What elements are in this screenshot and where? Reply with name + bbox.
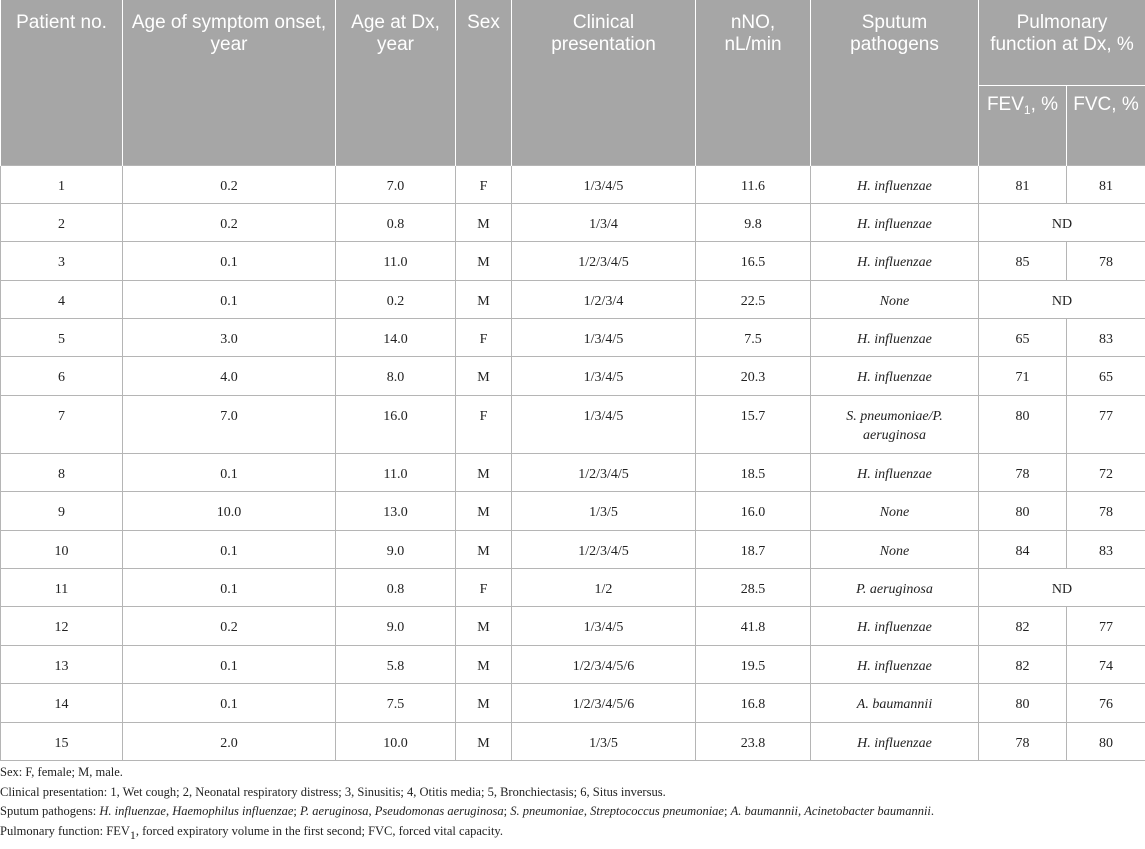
- cell-age-onset: 0.1: [123, 645, 336, 683]
- cell-sex: M: [456, 280, 512, 318]
- cell-sputum-pathogen: None: [811, 492, 979, 530]
- cell-fev1: 80: [979, 492, 1067, 530]
- cell-clinical-presentation: 1/3/5: [512, 492, 696, 530]
- cell-age-onset: 0.1: [123, 569, 336, 607]
- note-sputum: [0, 802, 1140, 822]
- cell-patient-no: 10: [1, 530, 123, 568]
- cell-clinical-presentation: 1/3/4/5: [512, 319, 696, 357]
- table-row: [1, 357, 1145, 395]
- cell-clinical-presentation: 1/2/3/4/5/6: [512, 645, 696, 683]
- cell-age-onset: 0.1: [123, 242, 336, 280]
- cell-sputum-pathogen: H. influenzae: [811, 319, 979, 357]
- table-row: [1, 530, 1145, 568]
- cell-age-dx: 11.0: [336, 453, 456, 491]
- cell-age-dx: 8.0: [336, 357, 456, 395]
- note-pulmonary: [0, 822, 1140, 842]
- cell-sex: M: [456, 357, 512, 395]
- table-footnotes: [0, 763, 1140, 841]
- cell-age-dx: 11.0: [336, 242, 456, 280]
- note-sputum-fullname: Haemophilus influenzae: [172, 804, 294, 818]
- cell-age-dx: 13.0: [336, 492, 456, 530]
- header-sputum-pathogens: Sputum pathogens: [811, 0, 979, 165]
- cell-sex: M: [456, 530, 512, 568]
- cell-nno: 15.7: [696, 395, 811, 453]
- table-row: [1, 280, 1145, 318]
- cell-sputum-pathogen: S. pneumoniae/P. aeruginosa: [811, 395, 979, 453]
- cell-age-dx: 0.8: [336, 569, 456, 607]
- cell-sex: M: [456, 607, 512, 645]
- cell-fvc: 78: [1067, 242, 1145, 280]
- cell-sex: M: [456, 492, 512, 530]
- cell-sex: F: [456, 165, 512, 203]
- cell-patient-no: 5: [1, 319, 123, 357]
- header-sex: Sex: [456, 0, 512, 165]
- table-row: [1, 607, 1145, 645]
- table-row: [1, 453, 1145, 491]
- note-sputum-end: ;: [503, 804, 511, 818]
- cell-patient-no: 8: [1, 453, 123, 491]
- fev-subscript: 1: [1023, 102, 1031, 117]
- cell-fvc: 74: [1067, 645, 1145, 683]
- cell-patient-no: 14: [1, 684, 123, 722]
- cell-patient-no: 1: [1, 165, 123, 203]
- cell-clinical-presentation: 1/3/5: [512, 722, 696, 760]
- cell-sex: M: [456, 453, 512, 491]
- cell-age-onset: 7.0: [123, 395, 336, 453]
- cell-fvc: 83: [1067, 319, 1145, 357]
- cell-sex: M: [456, 203, 512, 241]
- table-row: [1, 203, 1145, 241]
- note-sputum-abbrev: H. influenzae: [99, 804, 166, 818]
- cell-fvc: 76: [1067, 684, 1145, 722]
- cell-nno: 7.5: [696, 319, 811, 357]
- cell-fev1: 78: [979, 722, 1067, 760]
- cell-sex: F: [456, 569, 512, 607]
- cell-sputum-pathogen: H. influenzae: [811, 607, 979, 645]
- cell-age-onset: 3.0: [123, 319, 336, 357]
- cell-sputum-pathogen: None: [811, 280, 979, 318]
- table-row: [1, 395, 1145, 453]
- cell-fev1: 80: [979, 395, 1067, 453]
- cell-nno: 19.5: [696, 645, 811, 683]
- header-age-dx: Age at Dx, year: [336, 0, 456, 165]
- table-row: [1, 242, 1145, 280]
- cell-sputum-pathogen: None: [811, 530, 979, 568]
- header-patient-no: Patient no.: [1, 0, 123, 165]
- header-pulmonary-function: Pulmonary function at Dx, %: [979, 0, 1145, 85]
- cell-age-dx: 0.8: [336, 203, 456, 241]
- note-pulm-subscript: 1: [129, 827, 136, 842]
- table-row: [1, 165, 1145, 203]
- note-sputum-abbrev: S. pneumoniae: [510, 804, 584, 818]
- cell-fvc: 80: [1067, 722, 1145, 760]
- cell-nno: 9.8: [696, 203, 811, 241]
- cell-age-onset: 0.1: [123, 530, 336, 568]
- cell-patient-no: 2: [1, 203, 123, 241]
- header-clinical-presentation: Clinical presentation: [512, 0, 696, 165]
- cell-patient-no: 15: [1, 722, 123, 760]
- cell-fev1: 81: [979, 165, 1067, 203]
- cell-clinical-presentation: 1/2/3/4/5/6: [512, 684, 696, 722]
- table-row: [1, 319, 1145, 357]
- note-sputum-sep: ,: [368, 804, 375, 818]
- cell-sex: F: [456, 395, 512, 453]
- cell-fev1: 71: [979, 357, 1067, 395]
- cell-fev1: 85: [979, 242, 1067, 280]
- cell-pulmonary-nd: ND: [979, 569, 1145, 607]
- cell-patient-no: 9: [1, 492, 123, 530]
- cell-clinical-presentation: 1/3/4/5: [512, 395, 696, 453]
- note-pulm-suffix: , forced expiratory volume in the first second; FVC, forced vital capacity.: [135, 823, 503, 838]
- cell-age-onset: 0.1: [123, 280, 336, 318]
- cell-nno: 18.5: [696, 453, 811, 491]
- cell-sputum-pathogen: H. influenzae: [811, 203, 979, 241]
- cell-age-dx: 9.0: [336, 607, 456, 645]
- cell-age-dx: 14.0: [336, 319, 456, 357]
- cell-age-onset: 0.2: [123, 203, 336, 241]
- note-sputum-fullname: Streptococcus pneumoniae: [590, 804, 724, 818]
- cell-age-dx: 7.5: [336, 684, 456, 722]
- table-body: [1, 165, 1145, 760]
- cell-age-dx: 16.0: [336, 395, 456, 453]
- note-sputum-abbrev: P. aeruginosa: [300, 804, 369, 818]
- fev-prefix: FEV: [986, 93, 1024, 115]
- cell-sex: M: [456, 684, 512, 722]
- cell-age-onset: 0.1: [123, 453, 336, 491]
- header-fev1: [979, 85, 1067, 165]
- cell-age-onset: 0.2: [123, 165, 336, 203]
- cell-clinical-presentation: 1/2/3/4: [512, 280, 696, 318]
- cell-fev1: 78: [979, 453, 1067, 491]
- note-sputum-sep: ,: [583, 804, 591, 818]
- cell-nno: 23.8: [696, 722, 811, 760]
- cell-sex: M: [456, 645, 512, 683]
- cell-age-dx: 7.0: [336, 165, 456, 203]
- cell-fev1: 80: [979, 684, 1067, 722]
- cell-sputum-pathogen: H. influenzae: [811, 242, 979, 280]
- cell-pulmonary-nd: ND: [979, 280, 1145, 318]
- cell-clinical-presentation: 1/2: [512, 569, 696, 607]
- cell-clinical-presentation: 1/3/4: [512, 203, 696, 241]
- cell-sex: M: [456, 722, 512, 760]
- cell-sputum-pathogen: P. aeruginosa: [811, 569, 979, 607]
- header-nno: nNO, nL/min: [696, 0, 811, 165]
- cell-fvc: 72: [1067, 453, 1145, 491]
- table-header: [1, 0, 1145, 165]
- cell-sex: M: [456, 242, 512, 280]
- note-sputum-fullname: Pseudomonas aeruginosa: [374, 804, 504, 818]
- cell-age-onset: 0.1: [123, 684, 336, 722]
- cell-clinical-presentation: 1/3/4/5: [512, 165, 696, 203]
- cell-pulmonary-nd: ND: [979, 203, 1145, 241]
- cell-fev1: 84: [979, 530, 1067, 568]
- cell-age-onset: 10.0: [123, 492, 336, 530]
- cell-fvc: 83: [1067, 530, 1145, 568]
- cell-patient-no: 6: [1, 357, 123, 395]
- cell-sputum-pathogen: H. influenzae: [811, 165, 979, 203]
- cell-fvc: 77: [1067, 395, 1145, 453]
- cell-fev1: 65: [979, 319, 1067, 357]
- cell-sputum-pathogen: H. influenzae: [811, 453, 979, 491]
- cell-clinical-presentation: 1/3/4/5: [512, 357, 696, 395]
- cell-patient-no: 4: [1, 280, 123, 318]
- cell-nno: 16.5: [696, 242, 811, 280]
- cell-nno: 16.8: [696, 684, 811, 722]
- cell-patient-no: 7: [1, 395, 123, 453]
- table-row: [1, 492, 1145, 530]
- note-sputum-end: .: [930, 804, 935, 818]
- note-pulm-prefix: Pulmonary function: FEV: [0, 823, 130, 838]
- cell-patient-no: 13: [1, 645, 123, 683]
- fev-suffix: , %: [1030, 93, 1059, 115]
- cell-age-dx: 0.2: [336, 280, 456, 318]
- table-row: [1, 569, 1145, 607]
- note-sex: Sex: F, female; M, male.: [0, 765, 123, 779]
- cell-sputum-pathogen: H. influenzae: [811, 645, 979, 683]
- cell-fvc: 77: [1067, 607, 1145, 645]
- table-row: [1, 684, 1145, 722]
- note-sputum-label: Sputum pathogens:: [0, 804, 100, 818]
- cell-age-onset: 0.2: [123, 607, 336, 645]
- cell-nno: 41.8: [696, 607, 811, 645]
- note-sputum-end: ;: [723, 804, 731, 818]
- note-sputum-abbrev: A. baumannii: [730, 804, 798, 818]
- cell-age-dx: 5.8: [336, 645, 456, 683]
- table-row: [1, 722, 1145, 760]
- header-fvc: FVC, %: [1067, 85, 1145, 165]
- cell-age-onset: 2.0: [123, 722, 336, 760]
- cell-sputum-pathogen: H. influenzae: [811, 722, 979, 760]
- header-age-onset: Age of symptom onset, year: [123, 0, 336, 165]
- cell-sputum-pathogen: A. baumannii: [811, 684, 979, 722]
- cell-clinical-presentation: 1/2/3/4/5: [512, 530, 696, 568]
- cell-clinical-presentation: 1/2/3/4/5: [512, 453, 696, 491]
- note-sputum-sep: ,: [797, 804, 805, 818]
- cell-fvc: 78: [1067, 492, 1145, 530]
- cell-nno: 16.0: [696, 492, 811, 530]
- cell-fvc: 65: [1067, 357, 1145, 395]
- cell-age-dx: 10.0: [336, 722, 456, 760]
- cell-clinical-presentation: 1/3/4/5: [512, 607, 696, 645]
- cell-fev1: 82: [979, 645, 1067, 683]
- note-sputum-fullname: Acinetobacter baumannii: [804, 804, 931, 818]
- note-clinical: Clinical presentation: 1, Wet cough; 2, Neonatal respiratory distress; 3, Sinusitis; 4, Otitis media; 5, Bronchiectasis; 6, Situs inversus.: [0, 784, 666, 799]
- cell-patient-no: 12: [1, 607, 123, 645]
- cell-nno: 11.6: [696, 165, 811, 203]
- cell-patient-no: 11: [1, 569, 123, 607]
- cell-age-dx: 9.0: [336, 530, 456, 568]
- note-sputum-end: ;: [293, 804, 301, 818]
- table-row: [1, 645, 1145, 683]
- cell-fvc: 81: [1067, 165, 1145, 203]
- cell-age-onset: 4.0: [123, 357, 336, 395]
- cell-nno: 18.7: [696, 530, 811, 568]
- note-sputum-sep: ,: [165, 804, 173, 818]
- cell-fev1: 82: [979, 607, 1067, 645]
- cell-sputum-pathogen: H. influenzae: [811, 357, 979, 395]
- cell-sex: F: [456, 319, 512, 357]
- cell-nno: 22.5: [696, 280, 811, 318]
- cell-patient-no: 3: [1, 242, 123, 280]
- cell-clinical-presentation: 1/2/3/4/5: [512, 242, 696, 280]
- cell-nno: 28.5: [696, 569, 811, 607]
- cell-nno: 20.3: [696, 357, 811, 395]
